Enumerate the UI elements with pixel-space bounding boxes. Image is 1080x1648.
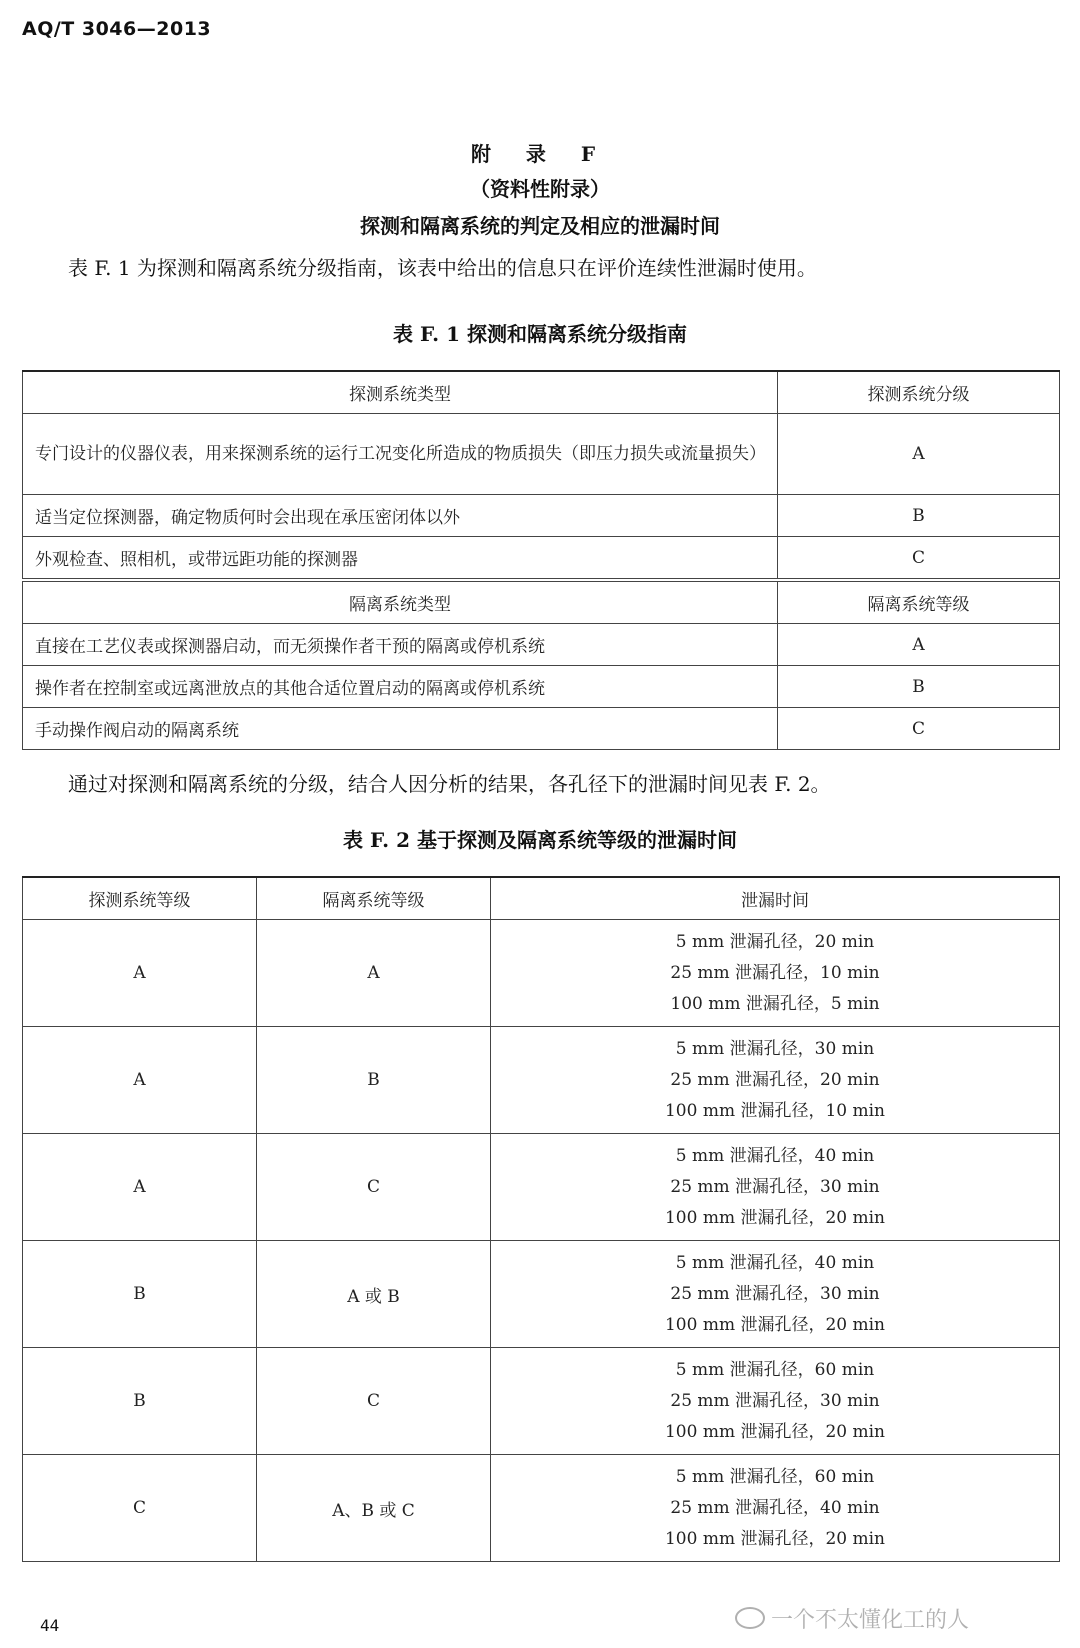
isolation-grade-header: 隔离系统等级: [257, 877, 491, 920]
detection-grade-cell: B: [778, 495, 1060, 537]
isolation-type-cell: 直接在工艺仪表或探测器启动，而无须操作者干预的隔离或停机系统: [23, 624, 778, 666]
detection-grade-cell: C: [23, 1455, 257, 1562]
page-number: 44: [40, 1616, 60, 1635]
table-row: [23, 1455, 1060, 1562]
isolation-grade-cell: C: [778, 708, 1060, 750]
leak-time-line: 100 mm 泄漏孔径，5 min: [670, 993, 880, 1014]
leak-time-line: 100 mm 泄漏孔径，10 min: [664, 1100, 886, 1121]
leak-time-line: 25 mm 泄漏孔径，10 min: [670, 962, 880, 983]
leak-time-cell: [491, 920, 1060, 1027]
detection-grade-cell: B: [23, 1348, 257, 1455]
detection-type-header: 探测系统类型: [23, 371, 778, 414]
detection-grade-cell: A: [23, 1027, 257, 1134]
leak-time-line: 5 mm 泄漏孔径，60 min: [675, 1359, 875, 1380]
isolation-grade-header: 隔离系统等级: [778, 580, 1060, 624]
intro-paragraph: 表 F. 1 为探测和隔离系统分级指南，该表中给出的信息只在评价连续性泄漏时使用。: [68, 256, 817, 280]
leak-time-line: 25 mm 泄漏孔径，30 min: [670, 1283, 880, 1304]
appendix-title: 附 录 F: [470, 142, 610, 166]
table-row: [23, 1027, 1060, 1134]
detection-grade-header: 探测系统等级: [23, 877, 257, 920]
isolation-grade-cell: A、B 或 C: [257, 1455, 491, 1562]
table-f2: [22, 876, 1060, 1562]
isolation-grade-cell: A: [257, 920, 491, 1027]
detection-grade-cell: A: [23, 920, 257, 1027]
isolation-grade-cell: B: [778, 666, 1060, 708]
leak-time-line: 100 mm 泄漏孔径，20 min: [664, 1314, 886, 1335]
table-f1-caption: 表 F. 1 探测和隔离系统分级指南: [393, 322, 687, 346]
table-row: [23, 1241, 1060, 1348]
leak-time-line: 100 mm 泄漏孔径，20 min: [664, 1207, 886, 1228]
leak-time-cell: [491, 1455, 1060, 1562]
table-row: [23, 1134, 1060, 1241]
watermark: [735, 1603, 969, 1634]
appendix-subtitle: （资料性附录）: [470, 177, 610, 201]
table-f2-caption: 表 F. 2 基于探测及隔离系统等级的泄漏时间: [343, 828, 737, 852]
wechat-icon: [735, 1607, 765, 1629]
table-row: [23, 1348, 1060, 1455]
leak-time-line: 5 mm 泄漏孔径，40 min: [675, 1145, 875, 1166]
leak-time-cell: [491, 1241, 1060, 1348]
detection-type-cell: 适当定位探测器，确定物质何时会出现在承压密闭体以外: [23, 495, 778, 537]
leak-time-line: 25 mm 泄漏孔径，30 min: [670, 1176, 880, 1197]
table-row: [23, 920, 1060, 1027]
isolation-grade-cell: B: [257, 1027, 491, 1134]
leak-time-line: 25 mm 泄漏孔径，30 min: [670, 1390, 880, 1411]
transition-paragraph: 通过对探测和隔离系统的分级，结合人因分析的结果，各孔径下的泄漏时间见表 F. 2。: [68, 772, 831, 796]
leak-time-line: 5 mm 泄漏孔径，40 min: [675, 1252, 875, 1273]
leak-time-line: 5 mm 泄漏孔径，30 min: [675, 1038, 875, 1059]
detection-grade-cell: B: [23, 1241, 257, 1348]
watermark-text: 一个不太懂化工的人: [771, 1608, 970, 1633]
leak-time-header: 泄漏时间: [491, 877, 1060, 920]
isolation-grade-cell: A 或 B: [257, 1241, 491, 1348]
leak-time-cell: [491, 1027, 1060, 1134]
detection-type-cell: 外观检查、照相机，或带远距功能的探测器: [23, 537, 778, 581]
leak-time-line: 25 mm 泄漏孔径，20 min: [670, 1069, 880, 1090]
isolation-type-cell: 手动操作阀启动的隔离系统: [23, 708, 778, 750]
leak-time-line: 100 mm 泄漏孔径，20 min: [664, 1421, 886, 1442]
leak-time-cell: [491, 1348, 1060, 1455]
leak-time-line: 100 mm 泄漏孔径，20 min: [664, 1528, 886, 1549]
leak-time-line: 5 mm 泄漏孔径，60 min: [675, 1466, 875, 1487]
detection-grade-cell: C: [778, 537, 1060, 581]
detection-type-cell: 专门设计的仪器仪表，用来探测系统的运行工况变化所造成的物质损失（即压力损失或流量损失）: [23, 414, 778, 495]
detection-grade-cell: A: [23, 1134, 257, 1241]
isolation-grade-cell: A: [778, 624, 1060, 666]
leak-time-line: 25 mm 泄漏孔径，40 min: [670, 1497, 880, 1518]
leak-time-line: 5 mm 泄漏孔径，20 min: [675, 931, 875, 952]
standard-number: AQ/T 3046—2013: [22, 18, 212, 40]
isolation-type-cell: 操作者在控制室或远离泄放点的其他合适位置启动的隔离或停机系统: [23, 666, 778, 708]
isolation-grade-cell: C: [257, 1134, 491, 1241]
detection-grade-cell: A: [778, 414, 1060, 495]
isolation-type-header: 隔离系统类型: [23, 580, 778, 624]
leak-time-cell: [491, 1134, 1060, 1241]
isolation-grade-cell: C: [257, 1348, 491, 1455]
table-f1: [22, 370, 1060, 750]
detection-grade-header: 探测系统分级: [778, 371, 1060, 414]
appendix-heading: 探测和隔离系统的判定及相应的泄漏时间: [360, 214, 720, 238]
